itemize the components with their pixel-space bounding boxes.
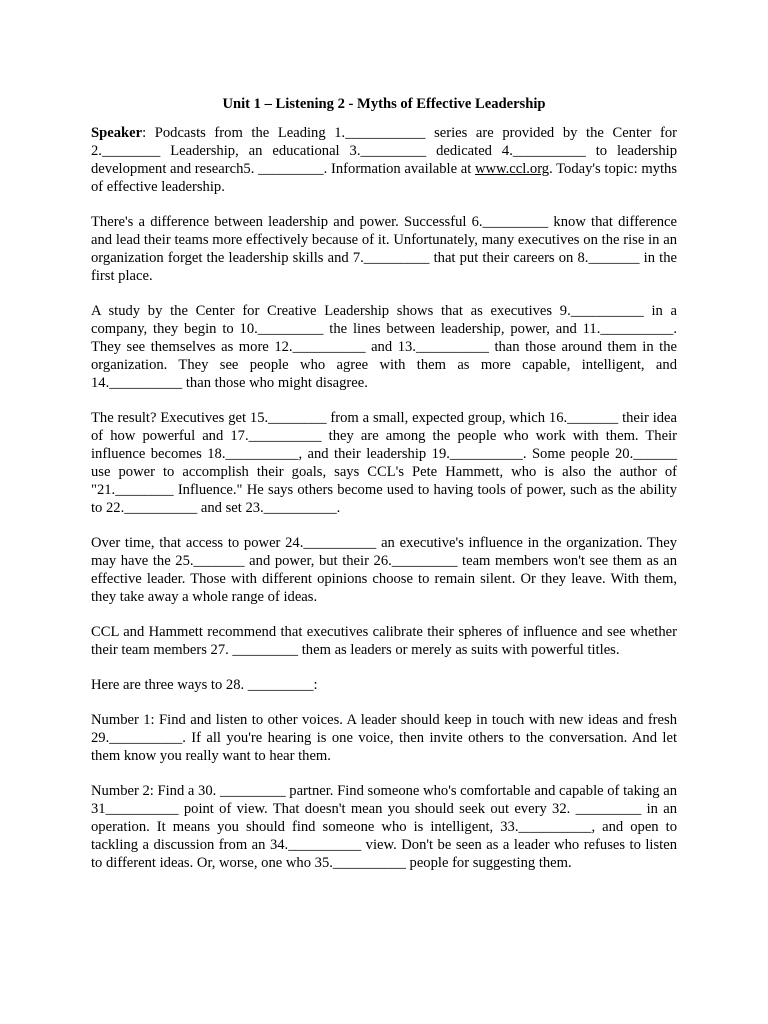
- paragraph-number-2: Number 2: Find a 30. _________ partner. Find someone who's comfortable and capable of taking an 31__________ point of view. That doesn't mean you should seek out every 32. _________ in an operation. It means you should find someone who is intelligent, 33.__________, and open to tackling a discussion from an 34.__________ view. Don't be seen as a leader who refuses to listen to different ideas. Or, worse, one who 35.__________ people for suggesting them.: [91, 783, 677, 871]
- paragraph-result: The result? Executives get 15.________ from a small, expected group, which 16._______ their idea of how powerful and 17.__________ they are among the people who work with them. Their influence becomes 18.__________, and their leadership 19.__________. Some people 20.______ use power to accomplish their goals, says CCL's Pete Hammett, who is also the author of "21.________ Influence." He says others become used to having tools of power, such as the ability to 22.__________ and set 23.__________.: [91, 410, 677, 516]
- speaker-text-end: . Today's topic: myths of effective leadership.: [91, 161, 677, 195]
- document-page: [91, 95, 677, 889]
- paragraph-three-ways: Here are three ways to 28. _________:: [91, 677, 318, 693]
- document-title: Unit 1 – Listening 2 - Myths of Effective Leadership: [222, 96, 546, 112]
- ccl-website-link[interactable]: www.ccl.org: [474, 161, 550, 177]
- paragraph-leadership-vs-power: There's a difference between leadership and power. Successful 6._________ know that difference and lead their teams more effectively because of it. Unfortunately, many executives on the rise in an organization forget the leadership skills and 7._________ that put their careers on 8._______ in the first place.: [91, 214, 677, 284]
- paragraph-over-time: Over time, that access to power 24.__________ an executive's influence in the organization. They may have the 25._______ and power, but their 26._________ team members won't see them as an effective leader. Those with different opinions choose to remain silent. Or they leave. With them, they take away a whole range of ideas.: [91, 535, 677, 605]
- speaker-text-start: : Podcasts from the Leading 1.___________ series are provided by the Center for 2.________ Leadership, an educational 3._________ dedicated 4.__________ to leadership development and research5. _________. Information available at: [91, 125, 677, 177]
- paragraph-number-1: Number 1: Find and listen to other voices. A leader should keep in touch with new ideas and fresh 29.__________. If all you're hearing is one voice, then invite others to the conversation. And let them know you really want to hear them.: [91, 712, 677, 764]
- paragraph-recommendation: CCL and Hammett recommend that executives calibrate their spheres of influence and see whether their team members 27. _________ them as leaders or merely as suits with powerful titles.: [91, 624, 677, 658]
- paragraph-ccl-study: A study by the Center for Creative Leadership shows that as executives 9.__________ in a company, they begin to 10._________ the lines between leadership, power, and 11.__________. They see themselves as more 12.__________ and 13.__________ than those around them in the organization. They see people who agree with them as more capable, intelligent, and 14.__________ than those who might disagree.: [91, 303, 677, 391]
- speaker-paragraph: [91, 124, 677, 196]
- speaker-label: Speaker: [91, 125, 143, 141]
